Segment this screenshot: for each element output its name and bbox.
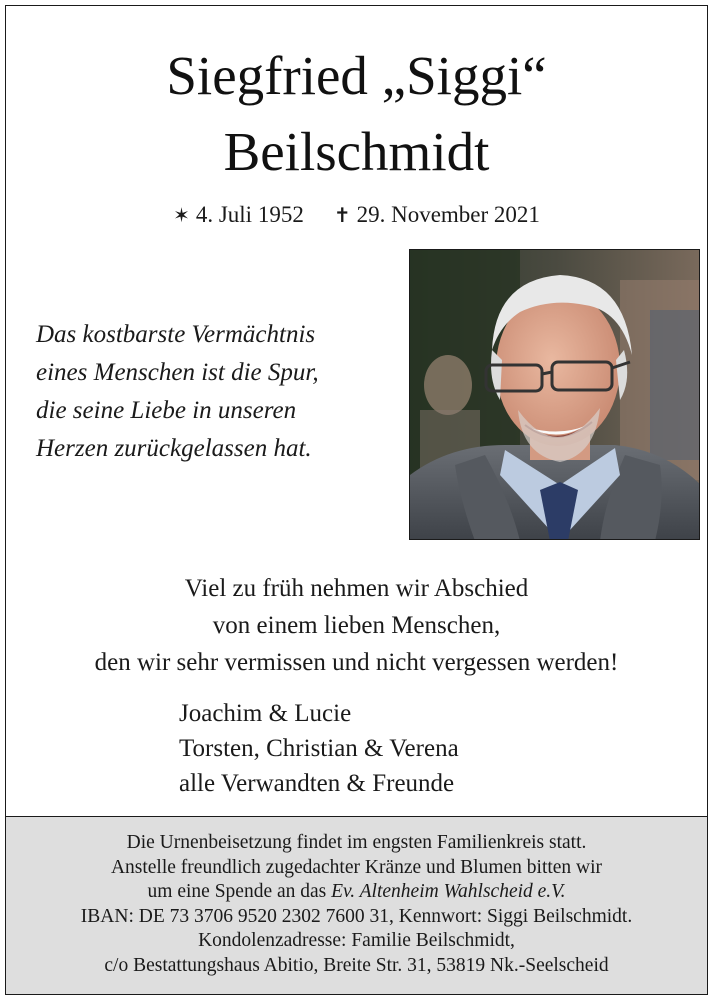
star-icon: ✶	[173, 203, 190, 227]
mourner-line: Joachim & Lucie	[179, 700, 352, 727]
farewell-line: den wir sehr vermissen und nicht vergessen werden!	[94, 649, 619, 676]
birth-date: ✶ 4. Juli 1952	[173, 202, 304, 227]
donation-organization: Ev. Altenheim Wahlscheid e.V.	[331, 881, 566, 902]
info-line: Die Urnenbeisetzung findet im engsten Familienkreis statt.	[126, 832, 587, 853]
funeral-info-box	[6, 816, 707, 995]
info-line: Kondolenzadresse: Familie Beilschmidt,	[198, 930, 515, 951]
verse-line: Herzen zurückgelassen hat.	[36, 435, 312, 462]
mourner-line: alle Verwandten & Freunde	[179, 770, 455, 797]
info-line: IBAN: DE 73 3706 9520 2302 7600 31, Kennwort: Siggi Beilschmidt.	[80, 905, 633, 927]
obituary-notice	[5, 5, 708, 995]
info-line: Anstelle freundlich zugedachter Kränze und Blumen bitten wir	[110, 856, 603, 878]
life-dates	[6, 201, 707, 229]
cross-icon: ✝	[333, 203, 351, 227]
info-line: um eine Spende an das Ev. Altenheim Wahlscheid e.V.	[147, 881, 566, 902]
deceased-name-last: Beilschmidt	[223, 121, 490, 182]
mourner-line: Torsten, Christian & Verena	[179, 735, 459, 762]
verse-line: die seine Liebe in unseren	[36, 397, 297, 424]
farewell-line: Viel zu früh nehmen wir Abschied	[184, 575, 529, 602]
portrait-photo	[409, 249, 700, 540]
mourners-list	[179, 696, 459, 801]
farewell-line: von einem lieben Menschen,	[212, 612, 501, 639]
deceased-name-first: Siegfried „Siggi“	[166, 45, 547, 106]
verse-line: Das kostbarste Vermächtnis	[36, 321, 316, 348]
verse-line: eines Menschen ist die Spur,	[36, 359, 319, 386]
farewell-message	[6, 570, 707, 681]
info-line: c/o Bestattungshaus Abitio, Breite Str. 31, 53819 Nk.-Seelscheid	[104, 954, 609, 976]
death-date: ✝ 29. November 2021	[333, 202, 540, 227]
memorial-verse	[36, 316, 376, 468]
